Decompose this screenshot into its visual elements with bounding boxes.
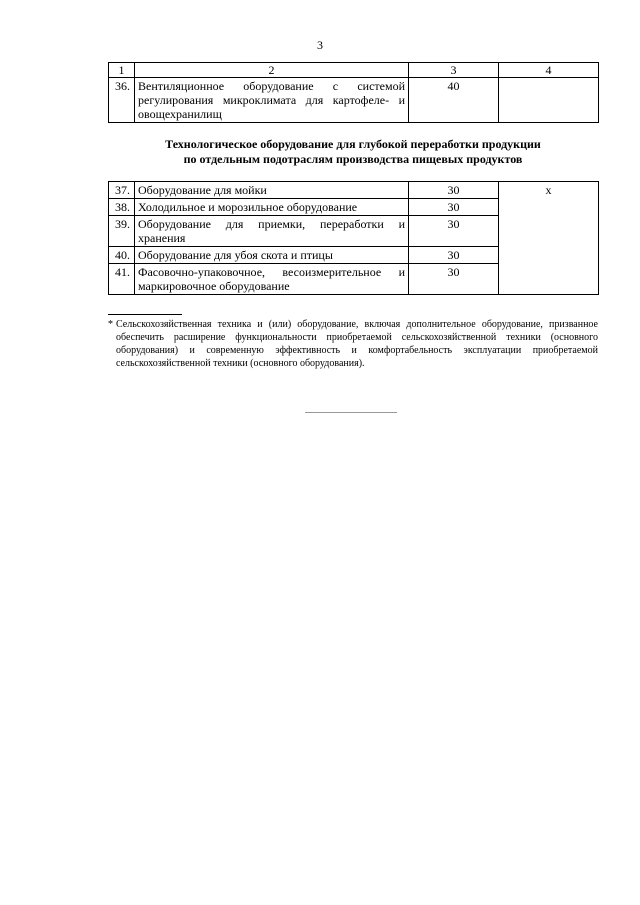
footnote xyxy=(108,318,598,370)
page-number: 3 xyxy=(317,38,323,52)
header-col-1: 1 xyxy=(109,63,135,78)
row-number: 39. xyxy=(109,216,135,247)
row-number: 38. xyxy=(109,199,135,216)
header-col-3: 3 xyxy=(409,63,499,78)
header-col-4: 4 xyxy=(499,63,599,78)
row-name: Оборудование для приемки, переработки и хранения xyxy=(135,216,409,247)
row-name: Оборудование для мойки xyxy=(135,182,409,199)
footnote-text: Сельскохозяйственная техника и (или) оборудование, включая дополнительное оборудование, призванное обеспечить расширение функциональности приобретаемой сельскохозяйственной техники (основного оборудования) и современную эффективность и комфортабельность эксплуатации приобретаемой сельскохозяйственной техники (основного оборудования). xyxy=(116,319,598,369)
merged-value-cell: х xyxy=(499,182,599,295)
row-name: Вентиляционное оборудование с системой регулирования микроклимата для картофеле- и овощехранилищ xyxy=(135,78,409,123)
table-row xyxy=(109,182,599,199)
footnote-separator xyxy=(108,314,182,315)
row-value: 30 xyxy=(409,247,499,264)
row-number: 36. xyxy=(109,78,135,123)
row-number: 40. xyxy=(109,247,135,264)
end-separator xyxy=(305,412,397,413)
row-value: 30 xyxy=(409,199,499,216)
equipment-table-bottom xyxy=(108,181,599,295)
row-name: Фасовочно-упаковочное, весоизмерительное и маркировочное оборудование xyxy=(135,264,409,295)
section-heading-line-2: по отдельным подотраслям производства пищевых продуктов xyxy=(183,152,523,166)
row-name: Холодильное и морозильное оборудование xyxy=(135,199,409,216)
row-name: Оборудование для убоя скота и птицы xyxy=(135,247,409,264)
row-value: 40 xyxy=(409,78,499,123)
section-heading xyxy=(108,137,598,167)
row-value: 30 xyxy=(409,182,499,199)
row-extra xyxy=(499,78,599,123)
table-row xyxy=(109,78,599,123)
header-col-2: 2 xyxy=(135,63,409,78)
footnote-mark: * xyxy=(108,319,113,330)
equipment-table-top xyxy=(108,62,599,123)
row-value: 30 xyxy=(409,216,499,247)
row-number: 41. xyxy=(109,264,135,295)
row-number: 37. xyxy=(109,182,135,199)
section-heading-line-1: Технологическое оборудование для глубокой переработки продукции xyxy=(165,137,541,151)
table-header-row xyxy=(109,63,599,78)
row-value: 30 xyxy=(409,264,499,295)
